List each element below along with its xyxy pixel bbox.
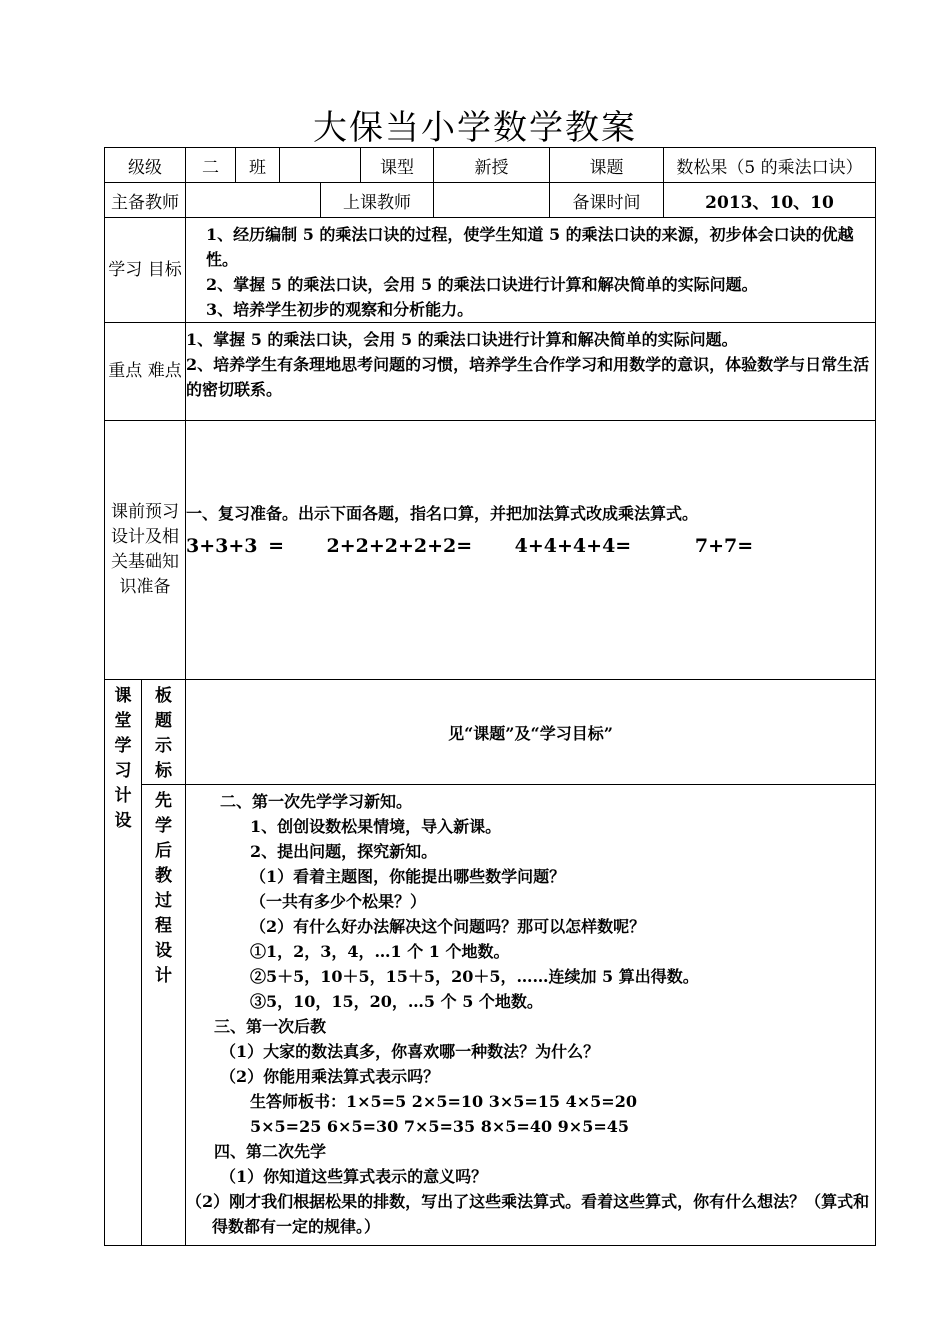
process-line: 5×5=25 6×5=30 7×5=35 8×5=40 9×5=45: [250, 1117, 629, 1136]
lecturer-value: [434, 183, 550, 218]
process-row: [105, 785, 876, 1246]
key-point-1: 1、掌握 5 的乘法口诀，会用 5 的乘法口诀进行计算和解决简单的实际问题。: [186, 330, 738, 349]
objective-3: 3、培养学生初步的观察和分析能力。: [206, 300, 474, 319]
preview-intro: 一、复习准备。出示下面各题，指名口算，并把加法算式改成乘法算式。: [186, 504, 699, 523]
preview-content: [186, 421, 876, 680]
page-title: 大保当小学数学教案: [313, 108, 637, 148]
preview-row: [105, 421, 876, 680]
board-content: 见“课题”及“学习目标”: [186, 680, 876, 785]
preview-exercises: 3+3+3 = 2+2+2+2+2= 4+4+4+4= 7+7=: [186, 535, 754, 557]
process-line: 四、第二次先学: [214, 1142, 327, 1161]
prep-time-value: 2013、10、10: [664, 183, 876, 218]
process-line: （2）有什么好办法解决这个问题吗？那可以怎样数呢？: [250, 917, 646, 936]
key-points-label: 重点 难点: [105, 323, 186, 421]
process-line: 三、第一次后教: [214, 1017, 327, 1036]
objective-2: 2、掌握 5 的乘法口诀，会用 5 的乘法口诀进行计算和解决简单的实际问题。: [206, 275, 758, 294]
classroom-label: 课堂学习计设: [105, 680, 142, 1246]
process-content: [186, 785, 876, 1246]
objectives-label: 学习 目标: [105, 218, 186, 323]
teacher-value: [186, 183, 321, 218]
topic-label: 课题: [550, 148, 664, 183]
prep-time-label: 备课时间: [550, 183, 664, 218]
grade-value: 二: [186, 148, 236, 183]
process-line: （一共有多少个松果？）: [250, 892, 427, 911]
process-line: （2）刚才我们根据松果的排数，写出了这些乘法算式。看着这些算式，你有什么想法？（算式和得数都有一定的规律。）: [186, 1192, 870, 1236]
type-value: 新授: [434, 148, 550, 183]
board-label: 板题示标: [142, 680, 186, 785]
header-row-1: [105, 148, 876, 183]
key-points-content: [186, 323, 876, 421]
topic-value: 数松果（5 的乘法口诀）: [664, 148, 876, 183]
process-label: 先学后教过程设计: [142, 785, 186, 1246]
process-line: ③5，10，15，20，…5 个 5 个地数。: [250, 992, 543, 1011]
header-row-2: [105, 183, 876, 218]
process-line: ①1，2，3，4，…1 个 1 个地数。: [250, 942, 510, 961]
type-label: 课型: [361, 148, 434, 183]
preview-label: 课前预习设计及相关基础知识准备: [105, 421, 186, 680]
lecturer-label: 上课教师: [321, 183, 434, 218]
class-value: [280, 148, 361, 183]
objectives-content: [186, 218, 876, 323]
class-label: 班: [236, 148, 280, 183]
process-line: （1）看着主题图，你能提出哪些数学问题？: [250, 867, 566, 886]
process-line: 二、第一次先学学习新知。: [220, 792, 413, 811]
key-points-row: [105, 323, 876, 421]
lesson-plan-table: [104, 147, 876, 1246]
process-line: （1）大家的数法真多，你喜欢哪一种数法？为什么？: [220, 1042, 600, 1061]
process-line: （1）你知道这些算式表示的意义吗？: [220, 1167, 488, 1186]
key-point-2: 2、培养学生有条理地思考问题的习惯，培养学生合作学习和用数学的意识，体验数学与日常生活的密切联系。: [186, 355, 870, 399]
board-row: [105, 680, 876, 785]
process-line: （2）你能用乘法算式表示吗？: [220, 1067, 440, 1086]
process-line: 2、提出问题，探究新知。: [250, 842, 438, 861]
teacher-label: 主备教师: [105, 183, 186, 218]
grade-label: 级级: [105, 148, 186, 183]
process-line: 1、创创设数松果情境，导入新课。: [250, 817, 502, 836]
objective-1: 1、经历编制 5 的乘法口诀的过程，使学生知道 5 的乘法口诀的来源，初步体会口诀的优越性。: [206, 225, 854, 269]
process-line: 生答师板书：1×5=5 2×5=10 3×5=15 4×5=20: [250, 1092, 637, 1111]
process-line: ②5＋5，10＋5，15＋5，20＋5，……连续加 5 算出得数。: [250, 967, 699, 986]
objectives-row: [105, 218, 876, 323]
